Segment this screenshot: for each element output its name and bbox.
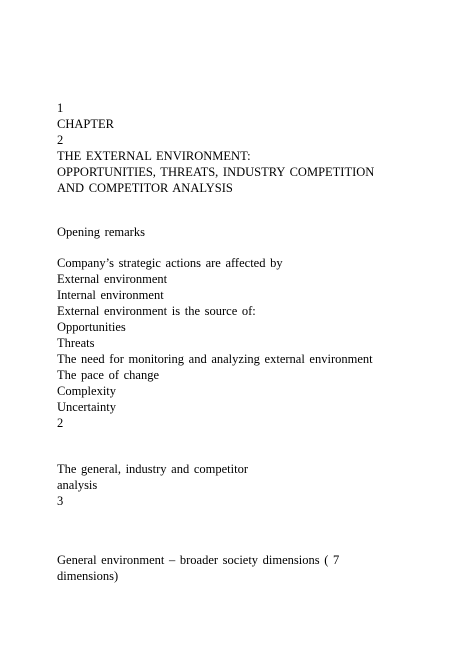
chapter-label: CHAPTER xyxy=(57,117,114,131)
body-line: Internal environment xyxy=(57,288,164,302)
body-line: The need for monitoring and analyzing external environment xyxy=(57,352,373,366)
body-line: General environment – broader society dimensions ( 7 xyxy=(57,553,340,567)
body-line: External environment xyxy=(57,272,168,286)
body-line: External environment is the source of: xyxy=(57,304,256,318)
body-line: The pace of change xyxy=(57,368,160,382)
chapter-title-line-2: OPPORTUNITIES, THREATS, INDUSTRY COMPETITION xyxy=(57,165,375,179)
chapter-title-line-3: AND COMPETITOR ANALYSIS xyxy=(57,181,233,195)
body-line: Uncertainty xyxy=(57,400,117,414)
body-line: Threats xyxy=(57,336,95,350)
chapter-title-line-1: THE EXTERNAL ENVIRONMENT: xyxy=(57,149,251,163)
section-heading: analysis xyxy=(57,478,98,492)
body-line: Opportunities xyxy=(57,320,126,334)
body-line: Company’s strategic actions are affected by xyxy=(57,256,283,270)
chapter-number: 2 xyxy=(57,133,64,147)
section-heading: Opening remarks xyxy=(57,225,145,239)
page-number: 1 xyxy=(57,101,64,115)
slide-number: 2 xyxy=(57,416,64,430)
section-heading: The general, industry and competitor xyxy=(57,462,249,476)
body-line: dimensions) xyxy=(57,569,119,583)
body-line: Complexity xyxy=(57,384,117,398)
slide-number: 3 xyxy=(57,494,64,508)
